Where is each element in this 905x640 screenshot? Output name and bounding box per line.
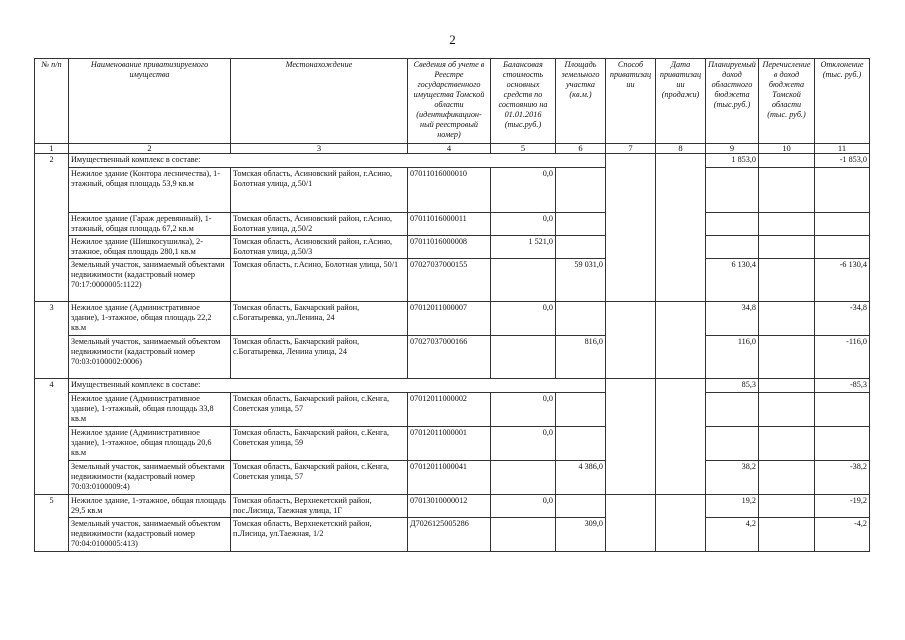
balance-cell [491, 461, 556, 495]
planned-income: 1 853,0 [706, 154, 759, 168]
income-cell [706, 213, 759, 236]
item-name: Нежилое здание (Административное здание), 1-этажное, общая площадь 22,2 кв.м [69, 302, 231, 336]
item-name: Нежилое здание (Контора лесничества), 1-этажный, общая площадь 53,9 кв.м [69, 168, 231, 213]
complex-title: Имущественный комплекс в составе: [69, 379, 606, 393]
colnum: 7 [606, 144, 656, 154]
table-row [35, 168, 870, 213]
date-cell [656, 302, 706, 379]
balance-cell [491, 518, 556, 552]
date-cell [656, 379, 706, 495]
header-method: Способ приватизац ии [606, 59, 656, 144]
method-cell [606, 154, 656, 302]
colnum: 10 [759, 144, 815, 154]
planned-income: 116,0 [706, 336, 759, 379]
transfer-cell [759, 518, 815, 552]
deviation: -19,2 [815, 495, 870, 518]
item-location: Томская область, Бакчарский район, с.Богатыревка, Ленина улица, 24 [231, 336, 408, 379]
header-planned-income: Планируемый доход областного бюджета (тыс.руб.) [706, 59, 759, 144]
row-num: 5 [35, 495, 69, 552]
transfer-cell [759, 495, 815, 518]
table-row [35, 259, 870, 302]
item-location: Томская область, Асиновский район, г.Асино, Болотная улица, д.50/3 [231, 236, 408, 259]
planned-income: 6 130,4 [706, 259, 759, 302]
area-cell [556, 427, 606, 461]
table-row [35, 154, 870, 168]
registry-number: 07011016000008 [408, 236, 491, 259]
area-cell [556, 393, 606, 427]
colnum: 11 [815, 144, 870, 154]
balance-cell [491, 336, 556, 379]
deviation: -6 130,4 [815, 259, 870, 302]
deviation-cell [815, 236, 870, 259]
row-num: 2 [35, 154, 69, 302]
planned-income: 19,2 [706, 495, 759, 518]
balance-value: 0,0 [491, 495, 556, 518]
transfer-cell [759, 461, 815, 495]
transfer-cell [759, 393, 815, 427]
privatization-table [34, 58, 870, 552]
item-location: Томская область, Верхнекетский район, п.Лисица, ул.Таежная, 1/2 [231, 518, 408, 552]
planned-income: 38,2 [706, 461, 759, 495]
colnum: 9 [706, 144, 759, 154]
header-name: Наименование приватизируемого имущества [69, 59, 231, 144]
registry-number: 07011016000011 [408, 213, 491, 236]
table-row [35, 336, 870, 379]
transfer-cell [759, 336, 815, 379]
item-name: Нежилое здание (Административное здание), 1-этажный, общая площадь 33,8 кв.м [69, 393, 231, 427]
deviation-cell [815, 213, 870, 236]
header-row [35, 59, 870, 144]
table-row [35, 461, 870, 495]
deviation-cell [815, 168, 870, 213]
item-name: Земельный участок, занимаемый объектом недвижимости (кадастровый номер 70:03:0100002:0006) [69, 336, 231, 379]
method-cell [606, 379, 656, 495]
header-location: Местонахождение [231, 59, 408, 144]
registry-number: 07012011000041 [408, 461, 491, 495]
registry-number: 07027037000166 [408, 336, 491, 379]
item-name: Земельный участок, занимаемый объектами недвижимости (кадастровый номер 70:17:0000005:1122) [69, 259, 231, 302]
page-number: 2 [449, 32, 456, 47]
item-name: Нежилое здание (Гараж деревянный), 1-этажный, общая площадь 67,2 кв.м [69, 213, 231, 236]
complex-title: Имущественный комплекс в составе: [69, 154, 606, 168]
date-cell [656, 495, 706, 552]
deviation: -116,0 [815, 336, 870, 379]
transfer-cell [759, 427, 815, 461]
deviation: -38,2 [815, 461, 870, 495]
income-cell [706, 427, 759, 461]
balance-value: 0,0 [491, 213, 556, 236]
row-num: 3 [35, 302, 69, 379]
planned-income: 34,8 [706, 302, 759, 336]
balance-value: 1 521,0 [491, 236, 556, 259]
area-value: 816,0 [556, 336, 606, 379]
row-num: 4 [35, 379, 69, 495]
colnum: 2 [69, 144, 231, 154]
transfer-cell [759, 154, 815, 168]
planned-income: 85,3 [706, 379, 759, 393]
item-location: Томская область, Асиновский район, г.Асино, Болотная улица, д.50/2 [231, 213, 408, 236]
item-name: Нежилое здание (Шишкосушилка), 2-этажное, общая площадь 280,1 кв.м [69, 236, 231, 259]
item-location: Томская область, Верхнекетский район, пос.Лисица, Таежная улица, 1Г [231, 495, 408, 518]
transfer-cell [759, 213, 815, 236]
deviation: -85,3 [815, 379, 870, 393]
deviation-cell [815, 393, 870, 427]
registry-number: 07013010000012 [408, 495, 491, 518]
area-cell [556, 236, 606, 259]
table-row [35, 302, 870, 336]
item-location: Томская область, Бакчарский район, с.Богатыревка, ул.Ленина, 24 [231, 302, 408, 336]
item-location: Томская область, Асиновский район, г.Асино, Болотная улица, д.50/1 [231, 168, 408, 213]
item-name: Нежилое здание, 1-этажное, общая площадь 29,5 кв.м [69, 495, 231, 518]
item-name: Земельный участок, занимаемый объектом недвижимости (кадастровый номер 70:04:0100005:413) [69, 518, 231, 552]
balance-value: 0,0 [491, 168, 556, 213]
colnum: 5 [491, 144, 556, 154]
item-location: Томская область, Бакчарский район, с.Кенга, Советская улица, 57 [231, 461, 408, 495]
colnum: 4 [408, 144, 491, 154]
area-cell [556, 213, 606, 236]
area-cell [556, 302, 606, 336]
header-deviation: Отклонение (тыс. руб.) [815, 59, 870, 144]
colnum: 3 [231, 144, 408, 154]
item-location: Томская область, г.Асино, Болотная улица, 50/1 [231, 259, 408, 302]
balance-cell [491, 259, 556, 302]
income-cell [706, 168, 759, 213]
item-name: Нежилое здание (Административное здание), 1-этажное, общая площадь 20,6 кв.м [69, 427, 231, 461]
header-registry: Сведения об учете в Реестре государственного имущества Томской области (идентификацион-ный реестровый номер) [408, 59, 491, 144]
registry-number: 07011016000010 [408, 168, 491, 213]
table-row [35, 427, 870, 461]
area-cell [556, 495, 606, 518]
colnum: 6 [556, 144, 606, 154]
area-value: 309,0 [556, 518, 606, 552]
table-row [35, 379, 870, 393]
colnum: 8 [656, 144, 706, 154]
area-value: 59 031,0 [556, 259, 606, 302]
balance-value: 0,0 [491, 393, 556, 427]
area-cell [556, 168, 606, 213]
table-row [35, 213, 870, 236]
planned-income: 4,2 [706, 518, 759, 552]
income-cell [706, 393, 759, 427]
item-name: Земельный участок, занимаемый объектами недвижимости (кадастровый номер 70:03:0100009:4) [69, 461, 231, 495]
table-row [35, 495, 870, 518]
balance-value: 0,0 [491, 427, 556, 461]
registry-number: 07012011000002 [408, 393, 491, 427]
transfer-cell [759, 168, 815, 213]
header-date: Дата приватизац ии (продажи) [656, 59, 706, 144]
registry-number: Д7026125005286 [408, 518, 491, 552]
deviation: -4,2 [815, 518, 870, 552]
header-transfer: Перечисление в доход бюджета Томской области (тыс. руб.) [759, 59, 815, 144]
table-row [35, 518, 870, 552]
header-num: № п/п [35, 59, 69, 144]
item-location: Томская область, Бакчарский район, с.Кенга, Советская улица, 57 [231, 393, 408, 427]
transfer-cell [759, 379, 815, 393]
column-number-row [35, 144, 870, 154]
balance-value: 0,0 [491, 302, 556, 336]
item-location: Томская область, Бакчарский район, с.Кенга, Советская улица, 59 [231, 427, 408, 461]
header-area: Площадь земельного участка (кв.м.) [556, 59, 606, 144]
deviation: -34,8 [815, 302, 870, 336]
registry-number: 07012011000007 [408, 302, 491, 336]
method-cell [606, 302, 656, 379]
date-cell [656, 154, 706, 302]
table-row [35, 236, 870, 259]
deviation: -1 853,0 [815, 154, 870, 168]
income-cell [706, 236, 759, 259]
area-value: 4 386,0 [556, 461, 606, 495]
colnum: 1 [35, 144, 69, 154]
registry-number: 07027037000155 [408, 259, 491, 302]
transfer-cell [759, 236, 815, 259]
transfer-cell [759, 259, 815, 302]
method-cell [606, 495, 656, 552]
transfer-cell [759, 302, 815, 336]
header-balance: Балансовая стоимость основных средств по состоянию на 01.01.2016 (тыс.руб.) [491, 59, 556, 144]
registry-number: 07012011000001 [408, 427, 491, 461]
deviation-cell [815, 427, 870, 461]
table-row [35, 393, 870, 427]
